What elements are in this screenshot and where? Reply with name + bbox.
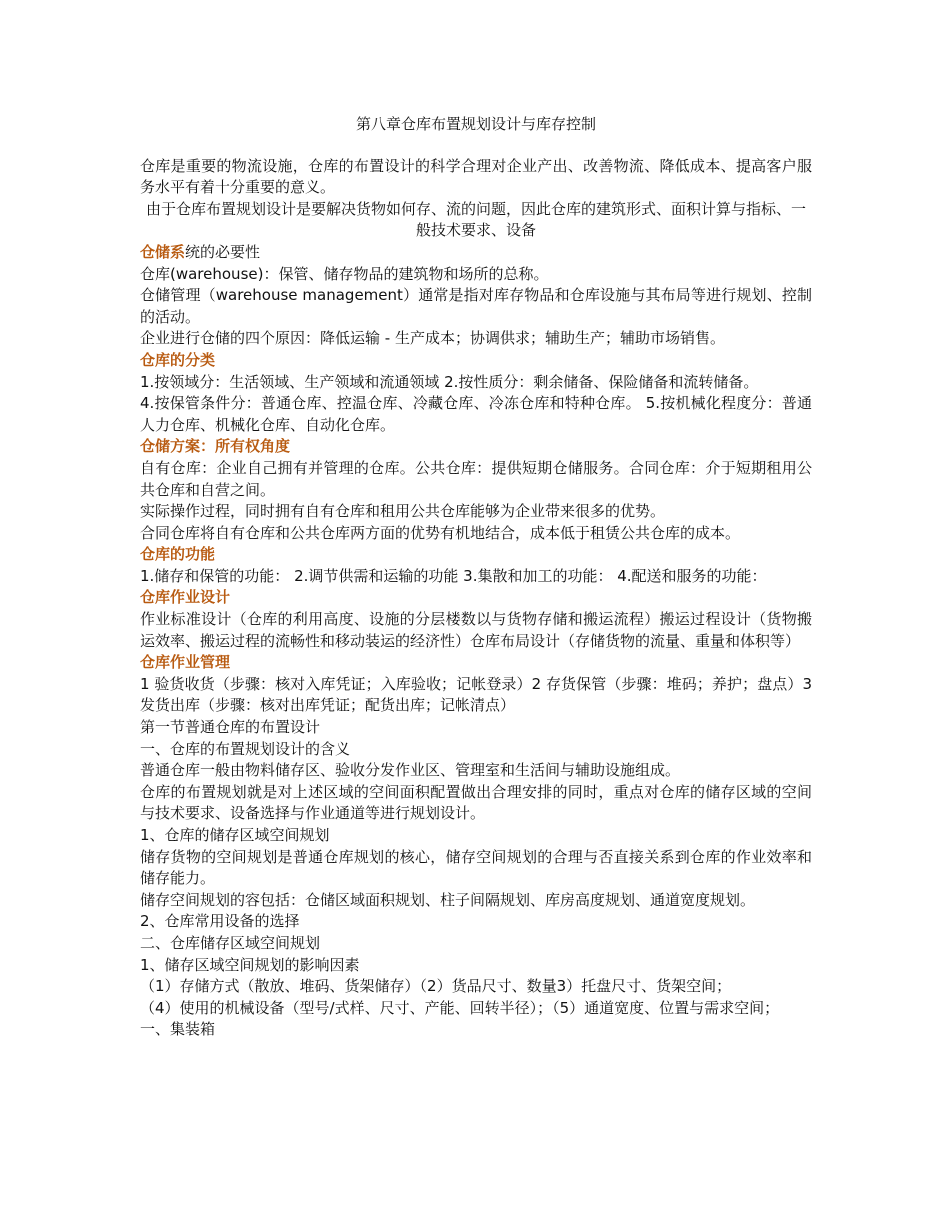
paragraph-ownership: 自有仓库：企业自己拥有并管理的仓库。公共仓库：提供短期仓储服务。合同仓库：介于短期租用公共仓库和自营之间。 — [140, 458, 812, 499]
paragraph-s1-7: 2、仓库常用设备的选择 — [140, 912, 300, 931]
heading-operation-design: 仓库作业设计 — [140, 588, 231, 607]
heading-necessity-rest: 统的必要性 — [185, 242, 261, 261]
paragraph-operation-management: 1 验货收货（步骤：核对入库凭证；入库验收；记帐登录）2 存货保管（步骤：堆码；养护；盘点）3 发货出库（步骤：核对出库凭证；配货出库；记帐清点） — [140, 674, 812, 715]
doc-title: 第八章仓库布置规划设计与库存控制 — [355, 115, 596, 133]
heading-scheme: 仓储方案：所有权角度 — [140, 437, 291, 456]
heading-necessity-highlight: 仓储系 — [140, 242, 186, 261]
paragraph-s1-12: 一、集装箱 — [140, 1020, 216, 1039]
paragraph-warehouse-def: 仓库(warehouse)：保管、储存物品的建筑物和场所的总称。 — [140, 264, 549, 283]
paragraph-class-1: 1.按领域分：生活领域、生产领域和流通领域 2.按性质分：剩余储备、保险储备和流转储备。 — [140, 372, 759, 391]
intro-paragraph-1: 仓库是重要的物流设施，仓库的布置设计的科学合理对企业产出、改善物流、降低成本、提高客户服务水平有着十分重要的意义。 — [140, 156, 812, 197]
heading-necessity — [140, 242, 812, 264]
paragraph-s1-5: 储存货物的空间规划是普通仓库规划的核心，储存空间规划的合理与否直接关系到仓库的作业效率和储存能力。 — [140, 847, 812, 888]
paragraph-function: 1.储存和保管的功能： 2.调节供需和运输的功能 3.集散和加工的功能： 4.配送和服务的功能： — [140, 566, 767, 585]
paragraph-s1-4: 1、仓库的储存区域空间规划 — [140, 826, 330, 844]
paragraph-s1-1: 一、仓库的布置规划设计的含义 — [140, 739, 351, 758]
paragraph-operation-design: 作业标准设计（仓库的利用高度、设施的分层楼数以与货物存储和搬运流程）搬运过程设计（货物搬运效率、搬运过程的流畅性和移动装运的经济性）仓库布局设计（存储货物的流量、重量和体积等） — [140, 610, 812, 650]
section-heading-1: 第一节普通仓库的布置设计 — [140, 718, 321, 737]
paragraph-s1-9: 1、储存区域空间规划的影响因素 — [140, 955, 360, 974]
paragraph-reasons: 企业进行仓储的四个原因：降低运输 - 生产成本；协调供求；辅助生产；辅助市场销售。 — [140, 329, 725, 348]
paragraph-contract: 合同仓库将自有仓库和公共仓库两方面的优势有机地结合，成本低于租赁公共仓库的成本。 — [140, 523, 741, 542]
paragraph-class-2: 4.按保管条件分：普通仓库、控温仓库、冷藏仓库、冷冻仓库和特种仓库。 5.按机械化程度分：普通人力仓库、机械化仓库、自动化仓库。 — [140, 394, 812, 434]
heading-classification: 仓库的分类 — [140, 350, 216, 369]
paragraph-s1-2: 普通仓库一般由物料储存区、验收分发作业区、管理室和生活间与辅助设施组成。 — [140, 761, 681, 780]
paragraph-s1-11: （4）使用的机械设备（型号/式样、尺寸、产能、回转半径）；（5）通道宽度、位置与需求空间； — [140, 998, 780, 1017]
paragraph-practice: 实际操作过程，同时拥有自有仓库和租用公共仓库能够为企业带来很多的优势。 — [140, 502, 666, 521]
heading-function: 仓库的功能 — [140, 545, 216, 564]
paragraph-s1-6: 储存空间规划的容包括：仓储区域面积规划、柱子间隔规划、库房高度规划、通道宽度规划。 — [140, 890, 756, 909]
paragraph-management-def: 仓储管理（warehouse management）通常是指对库存物品和仓库设施与其布局等进行规划、控制的活动。 — [140, 286, 812, 326]
paragraph-s1-10: （1）存储方式（散放、堆码、货架储存）（2）货品尺寸、数量3）托盘尺寸、货架空间； — [140, 977, 732, 996]
heading-operation-management: 仓库作业管理 — [140, 653, 231, 672]
paragraph-s1-3: 仓库的布置规划就是对上述区域的空间面积配置做出合理安排的同时，重点对仓库的储存区域的空间与技术要求、设备选择与作业通道等进行规划设计。 — [140, 782, 812, 823]
document-page — [140, 114, 812, 1041]
paragraph-s1-8: 二、仓库储存区域空间规划 — [140, 933, 321, 952]
intro-paragraph-2: 由于仓库布置规划设计是要解决货物如何存、流的问题，因此仓库的建筑形式、面积计算与指标、一般技术要求、设备 — [145, 199, 806, 240]
